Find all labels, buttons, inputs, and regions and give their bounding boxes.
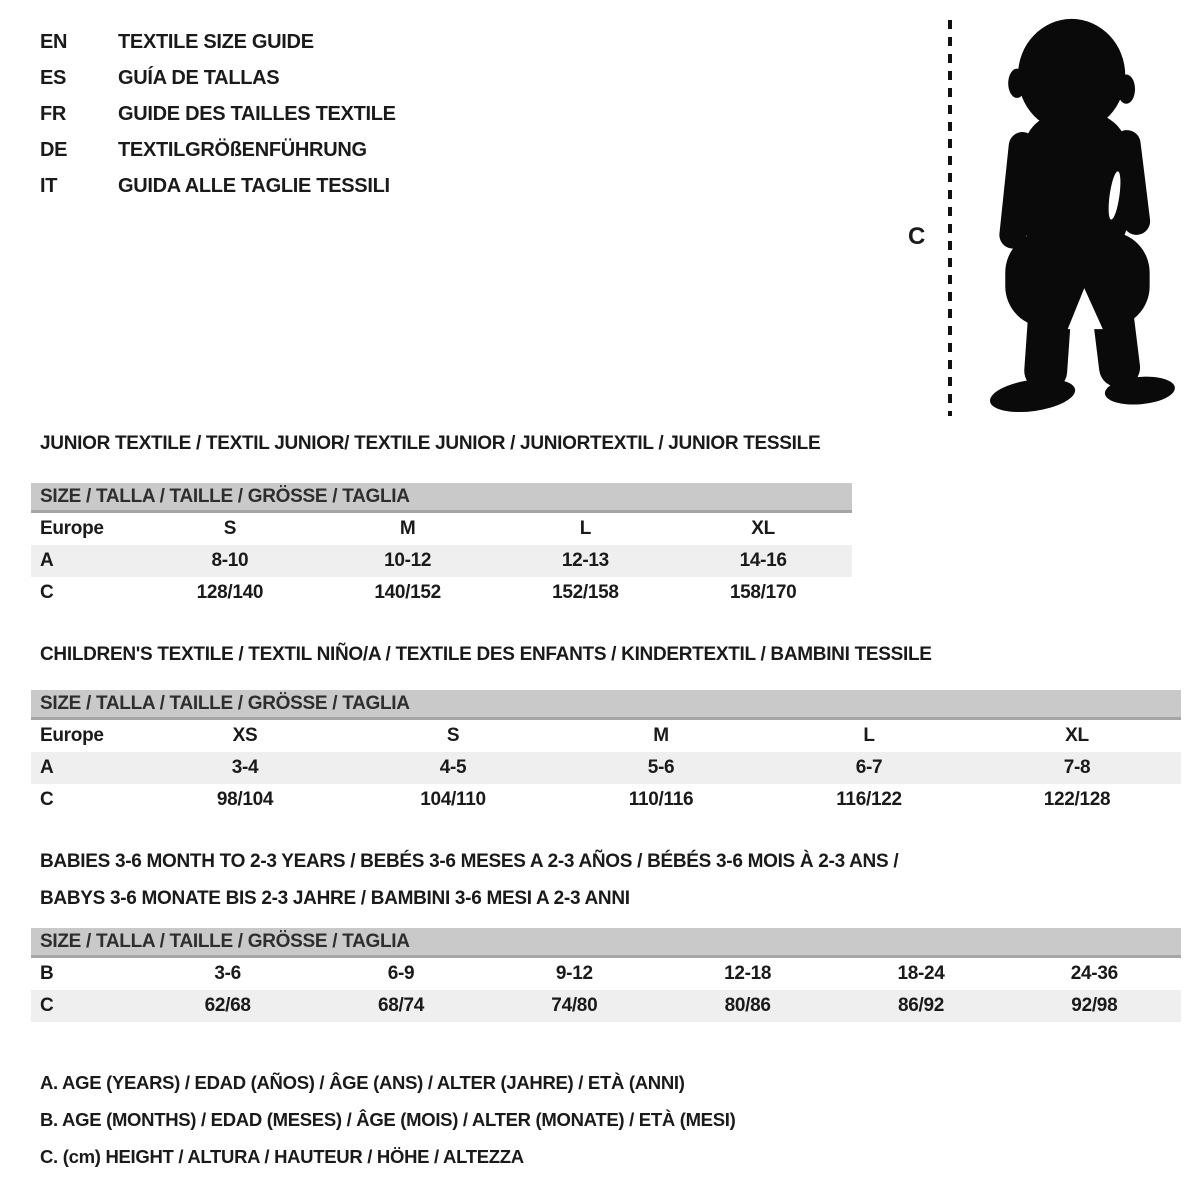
legend-line-c: C. (cm) HEIGHT / ALTURA / HAUTEUR / HÖHE / ALTEZZA <box>40 1145 524 1167</box>
cell-value: L <box>863 725 875 746</box>
cell-value: 68/74 <box>377 995 425 1016</box>
language-code: FR <box>40 102 67 125</box>
cell-value: 3-4 <box>231 757 259 778</box>
language-title: GUIDE DES TAILLES TEXTILE <box>118 102 396 125</box>
cell-value: M <box>399 518 416 539</box>
table-row <box>31 577 852 609</box>
language-code: IT <box>40 174 58 197</box>
legend-line-a: A. AGE (YEARS) / EDAD (AÑOS) / ÂGE (ANS) / ALTER (JAHRE) / ETÀ (ANNI) <box>40 1071 685 1093</box>
cell-value: 86/92 <box>897 995 945 1016</box>
size-header-band: SIZE / TALLA / TAILLE / GRÖSSE / TAGLIA <box>31 928 1181 958</box>
cell-value: 122/128 <box>1043 789 1111 810</box>
cell-value: 5-6 <box>647 757 675 778</box>
language-row <box>40 24 396 60</box>
table-row <box>31 752 1181 784</box>
row-label: C <box>40 582 54 603</box>
language-title: GUÍA DE TALLAS <box>118 66 280 89</box>
row-label: A <box>40 550 54 571</box>
cell-value: 7-8 <box>1063 757 1091 778</box>
cell-value: 62/68 <box>204 995 251 1016</box>
cell-value: M <box>653 725 669 746</box>
babies-size-table <box>31 928 1181 1022</box>
cell-value: L <box>579 518 592 539</box>
baby-silhouette-icon <box>958 15 1193 415</box>
cell-value: 158/170 <box>729 582 797 603</box>
babies-title-line1: BABIES 3-6 MONTH TO 2-3 YEARS / BEBÉS 3-6 MESES A 2-3 AÑOS / BÉBÉS 3-6 MOIS À 2-3 ANS / <box>40 851 899 872</box>
row-label: C <box>40 995 54 1016</box>
language-row <box>40 96 396 132</box>
size-header-band: SIZE / TALLA / TAILLE / GRÖSSE / TAGLIA <box>31 690 1181 720</box>
row-label: C <box>40 789 54 810</box>
cell-value: S <box>446 725 460 746</box>
cell-value: XS <box>232 725 258 746</box>
cell-value: 3-6 <box>214 963 241 984</box>
language-code: EN <box>40 30 68 53</box>
size-header-band: SIZE / TALLA / TAILLE / GRÖSSE / TAGLIA <box>31 483 852 513</box>
cell-value: 14-16 <box>739 550 787 571</box>
height-figure <box>900 10 1200 430</box>
cell-value: 6-9 <box>387 963 415 984</box>
children-section-title: CHILDREN'S TEXTILE / TEXTIL NIÑO/A / TEXTILE DES ENFANTS / KINDERTEXTIL / BAMBINI TESSILE <box>40 644 932 665</box>
cell-value: 110/116 <box>628 789 694 810</box>
children-size-table <box>31 690 1181 816</box>
language-row <box>40 60 396 96</box>
language-title: TEXTILGRÖßENFÜHRUNG <box>118 138 367 161</box>
table-row <box>31 958 1181 990</box>
cell-value: 12-18 <box>724 963 772 984</box>
table-row <box>31 990 1181 1022</box>
cell-value: 140/152 <box>374 582 441 603</box>
height-dashed-line <box>948 20 952 416</box>
cell-value: 128/140 <box>196 582 264 603</box>
cell-value: 74/80 <box>551 995 598 1016</box>
cell-value: 152/158 <box>552 582 619 603</box>
cell-value: 9-12 <box>555 963 593 984</box>
language-code: DE <box>40 138 68 161</box>
table-row <box>31 720 1181 752</box>
legend-line-b: B. AGE (MONTHS) / EDAD (MESES) / ÂGE (MOIS) / ALTER (MONATE) / ETÀ (MESI) <box>40 1108 736 1130</box>
cell-value: 80/86 <box>724 995 771 1016</box>
cell-value: 98/104 <box>216 789 274 810</box>
language-code: ES <box>40 66 67 89</box>
table-row <box>31 513 852 545</box>
cell-value: 6-7 <box>855 757 883 778</box>
cell-value: S <box>223 518 237 539</box>
height-label-c: C <box>908 223 926 250</box>
table-row <box>31 784 1181 816</box>
table-row <box>31 545 852 577</box>
legend <box>40 1064 735 1175</box>
babies-section-title <box>40 843 1160 917</box>
row-label: B <box>40 963 54 984</box>
cell-value: 104/110 <box>420 789 486 810</box>
cell-value: 4-5 <box>439 757 467 778</box>
babies-title-line2: BABYS 3-6 MONATE BIS 2-3 JAHRE / BAMBINI 3-6 MESI A 2-3 ANNI <box>40 888 630 909</box>
junior-size-table <box>31 483 852 609</box>
cell-value: XL <box>1065 725 1089 746</box>
language-row <box>40 132 396 168</box>
language-title: GUIDA ALLE TAGLIE TESSILI <box>118 174 390 197</box>
cell-value: 8-10 <box>211 550 249 571</box>
cell-value: 10-12 <box>384 550 432 571</box>
row-label: Europe <box>40 518 104 539</box>
row-label: Europe <box>40 725 104 746</box>
cell-value: 24-36 <box>1070 963 1118 984</box>
cell-value: XL <box>751 518 775 539</box>
cell-value: 12-13 <box>561 550 609 571</box>
language-title-block <box>40 24 396 204</box>
cell-value: 116/122 <box>836 789 902 810</box>
cell-value: 92/98 <box>1071 995 1118 1016</box>
cell-value: 18-24 <box>897 963 945 984</box>
row-label: A <box>40 757 54 778</box>
language-row <box>40 168 396 204</box>
language-title: TEXTILE SIZE GUIDE <box>118 30 314 53</box>
junior-section-title: JUNIOR TEXTILE / TEXTIL JUNIOR/ TEXTILE JUNIOR / JUNIORTEXTIL / JUNIOR TESSILE <box>40 433 821 454</box>
